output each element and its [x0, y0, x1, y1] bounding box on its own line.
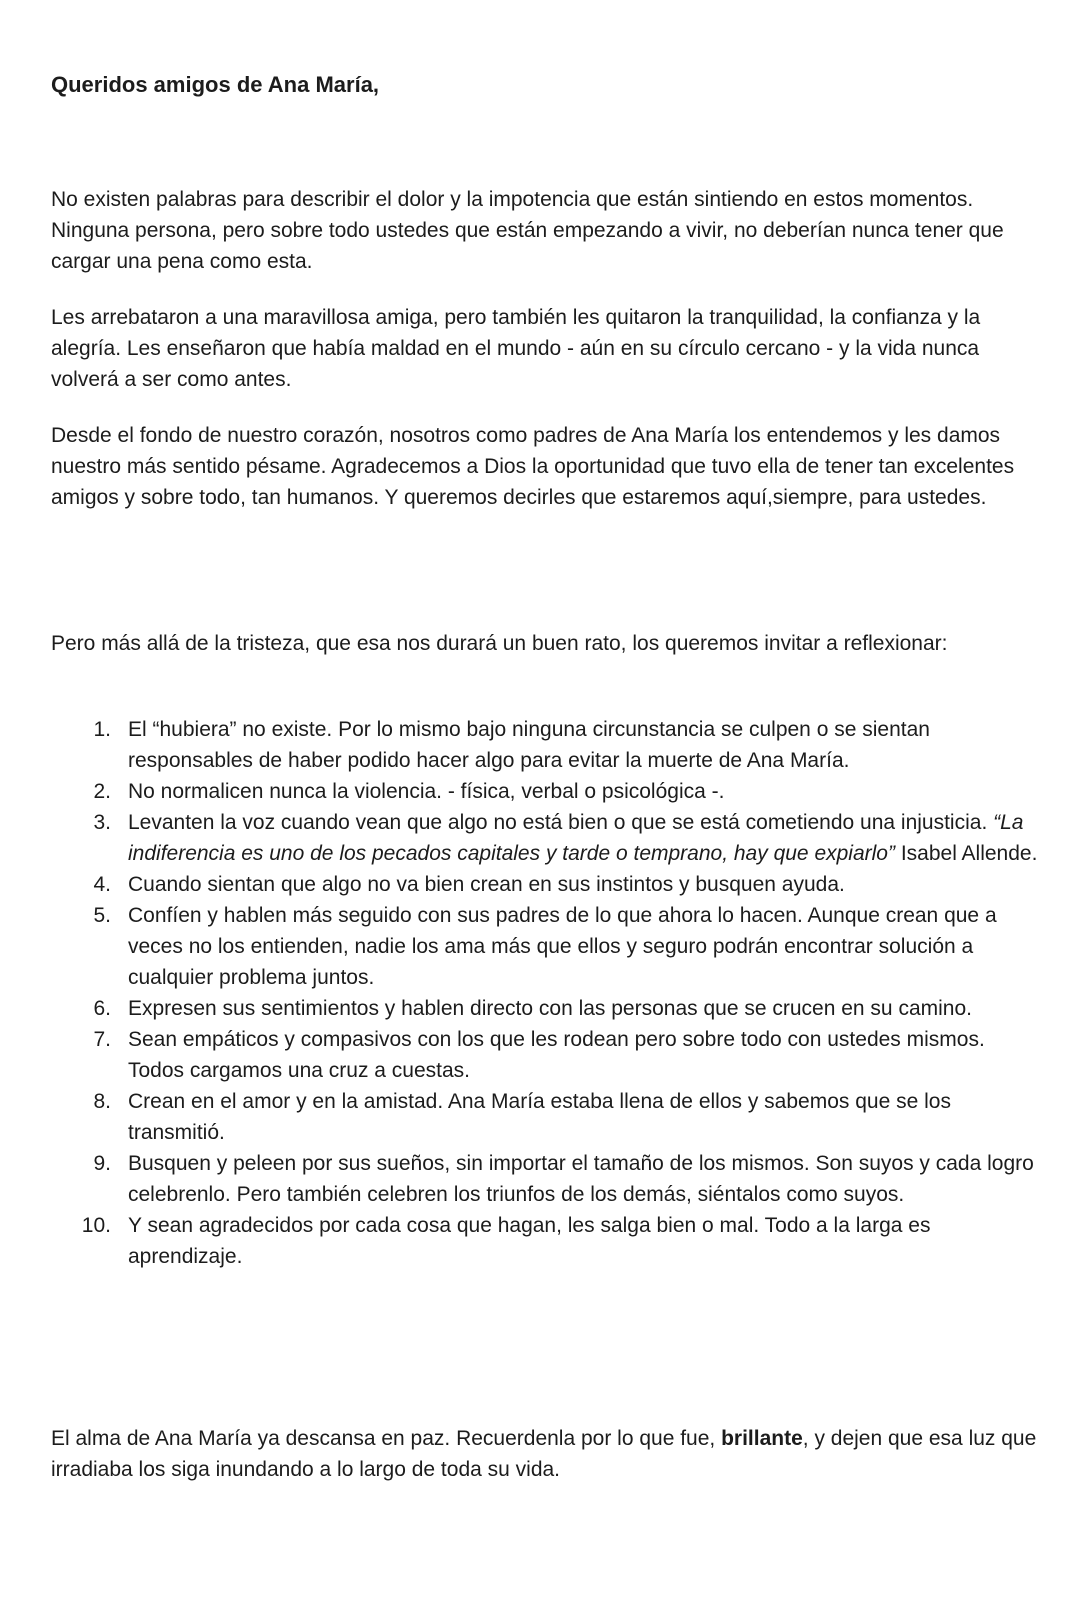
- quote-attribution: Isabel Allende.: [894, 842, 1038, 865]
- list-item: [51, 869, 1041, 900]
- list-item: [51, 1086, 1041, 1148]
- list-item: [51, 714, 1041, 776]
- list-item-text: Busquen y peleen por sus sueños, sin importar el tamaño de los mismos. Son suyos y cada logro celebrenlo. Pero también celebren los triunfos de los demás, siéntalos como suyos.: [128, 1152, 1034, 1206]
- list-item-number: 6.: [93, 997, 111, 1020]
- list-item-number: 7.: [93, 1028, 111, 1051]
- list-item-text: Levanten la voz cuando vean que algo no está bien o que se está cometiendo una injusticia.: [128, 811, 994, 834]
- allende-quote: “La indiferencia es uno de los pecados capitales y tarde o temprano, hay que expiarlo”: [128, 811, 1024, 865]
- list-item-number: 5.: [93, 904, 111, 927]
- closing-text-before: El alma de Ana María ya descansa en paz. Recuerdenla por lo que fue,: [51, 1427, 722, 1450]
- closing-text-after: , y dejen que esa luz que irradiaba los siga inundando a lo largo de toda su vida.: [51, 1427, 1037, 1481]
- list-item: [51, 776, 1041, 807]
- paragraph-1: No existen palabras para describir el dolor y la impotencia que están sintiendo en estos momentos. Ninguna persona, pero sobre todo ustedes que están empezando a vivir, no deberían nunca tener que cargar una pena como esta.: [51, 188, 1004, 273]
- list-item-text: Confíen y hablen más seguido con sus padres de lo que ahora lo hacen. Aunque crean que a veces no los entienden, nadie los ama más que ellos y seguro podrán encontrar solución a cualquier problema juntos.: [128, 904, 997, 989]
- list-item-text: Expresen sus sentimientos y hablen directo con las personas que se crucen en su camino.: [128, 997, 972, 1020]
- list-item-text: Cuando sientan que algo no va bien crean en sus instintos y busquen ayuda.: [128, 873, 845, 896]
- list-item-number: 10.: [81, 1214, 111, 1237]
- reflection-list: [51, 714, 1041, 1272]
- closing-bold-word: brillante: [721, 1427, 803, 1450]
- list-item-text: El “hubiera” no existe. Por lo mismo bajo ninguna circunstancia se culpen o se sientan responsables de haber podido hacer algo para evitar la muerte de Ana María.: [128, 718, 930, 772]
- list-item-text: Sean empáticos y compasivos con los que les rodean pero sobre todo con ustedes mismos. Todos cargamos una cruz a cuestas.: [128, 1028, 985, 1082]
- paragraph-2: Les arrebataron a una maravillosa amiga, pero también les quitaron la tranquilidad, la confianza y la alegría. Les enseñaron que había maldad en el mundo - aún en su círculo cercano - y la vida nunca volverá a ser como antes.: [51, 306, 981, 391]
- list-item-number: 9.: [93, 1152, 111, 1175]
- list-item-text: No normalicen nunca la violencia. - física, verbal o psicológica -.: [128, 780, 725, 803]
- list-item: [51, 1024, 1041, 1086]
- list-item: [51, 807, 1041, 869]
- list-item: [51, 1148, 1041, 1210]
- list-item-number: 3.: [93, 811, 111, 834]
- paragraph-4: Pero más allá de la tristeza, que esa nos durará un buen rato, los queremos invitar a reflexionar:: [51, 632, 948, 655]
- list-item: [51, 993, 1041, 1024]
- paragraph-3: Desde el fondo de nuestro corazón, nosotros como padres de Ana María los entendemos y les damos nuestro más sentido pésame. Agradecemos a Dios la oportunidad que tuvo ella de tener tan excelentes amigos y sobre todo, tan humanos. Y queremos decirles que estaremos aquí,siempre, para ustedes.: [51, 424, 1015, 509]
- list-item-text: Y sean agradecidos por cada cosa que hagan, les salga bien o mal. Todo a la larga es aprendizaje.: [128, 1214, 931, 1268]
- list-item-number: 8.: [93, 1090, 111, 1113]
- list-item: [51, 1210, 1041, 1272]
- list-item-text: Crean en el amor y en la amistad. Ana María estaba llena de ellos y sabemos que se los transmitió.: [128, 1090, 951, 1144]
- list-item-number: 1.: [93, 718, 111, 741]
- list-item-number: 4.: [93, 873, 111, 896]
- list-item-number: 2.: [93, 780, 111, 803]
- closing-paragraph: [51, 1423, 1041, 1485]
- list-item: [51, 900, 1041, 993]
- letter-salutation: Queridos amigos de Ana María,: [51, 72, 380, 97]
